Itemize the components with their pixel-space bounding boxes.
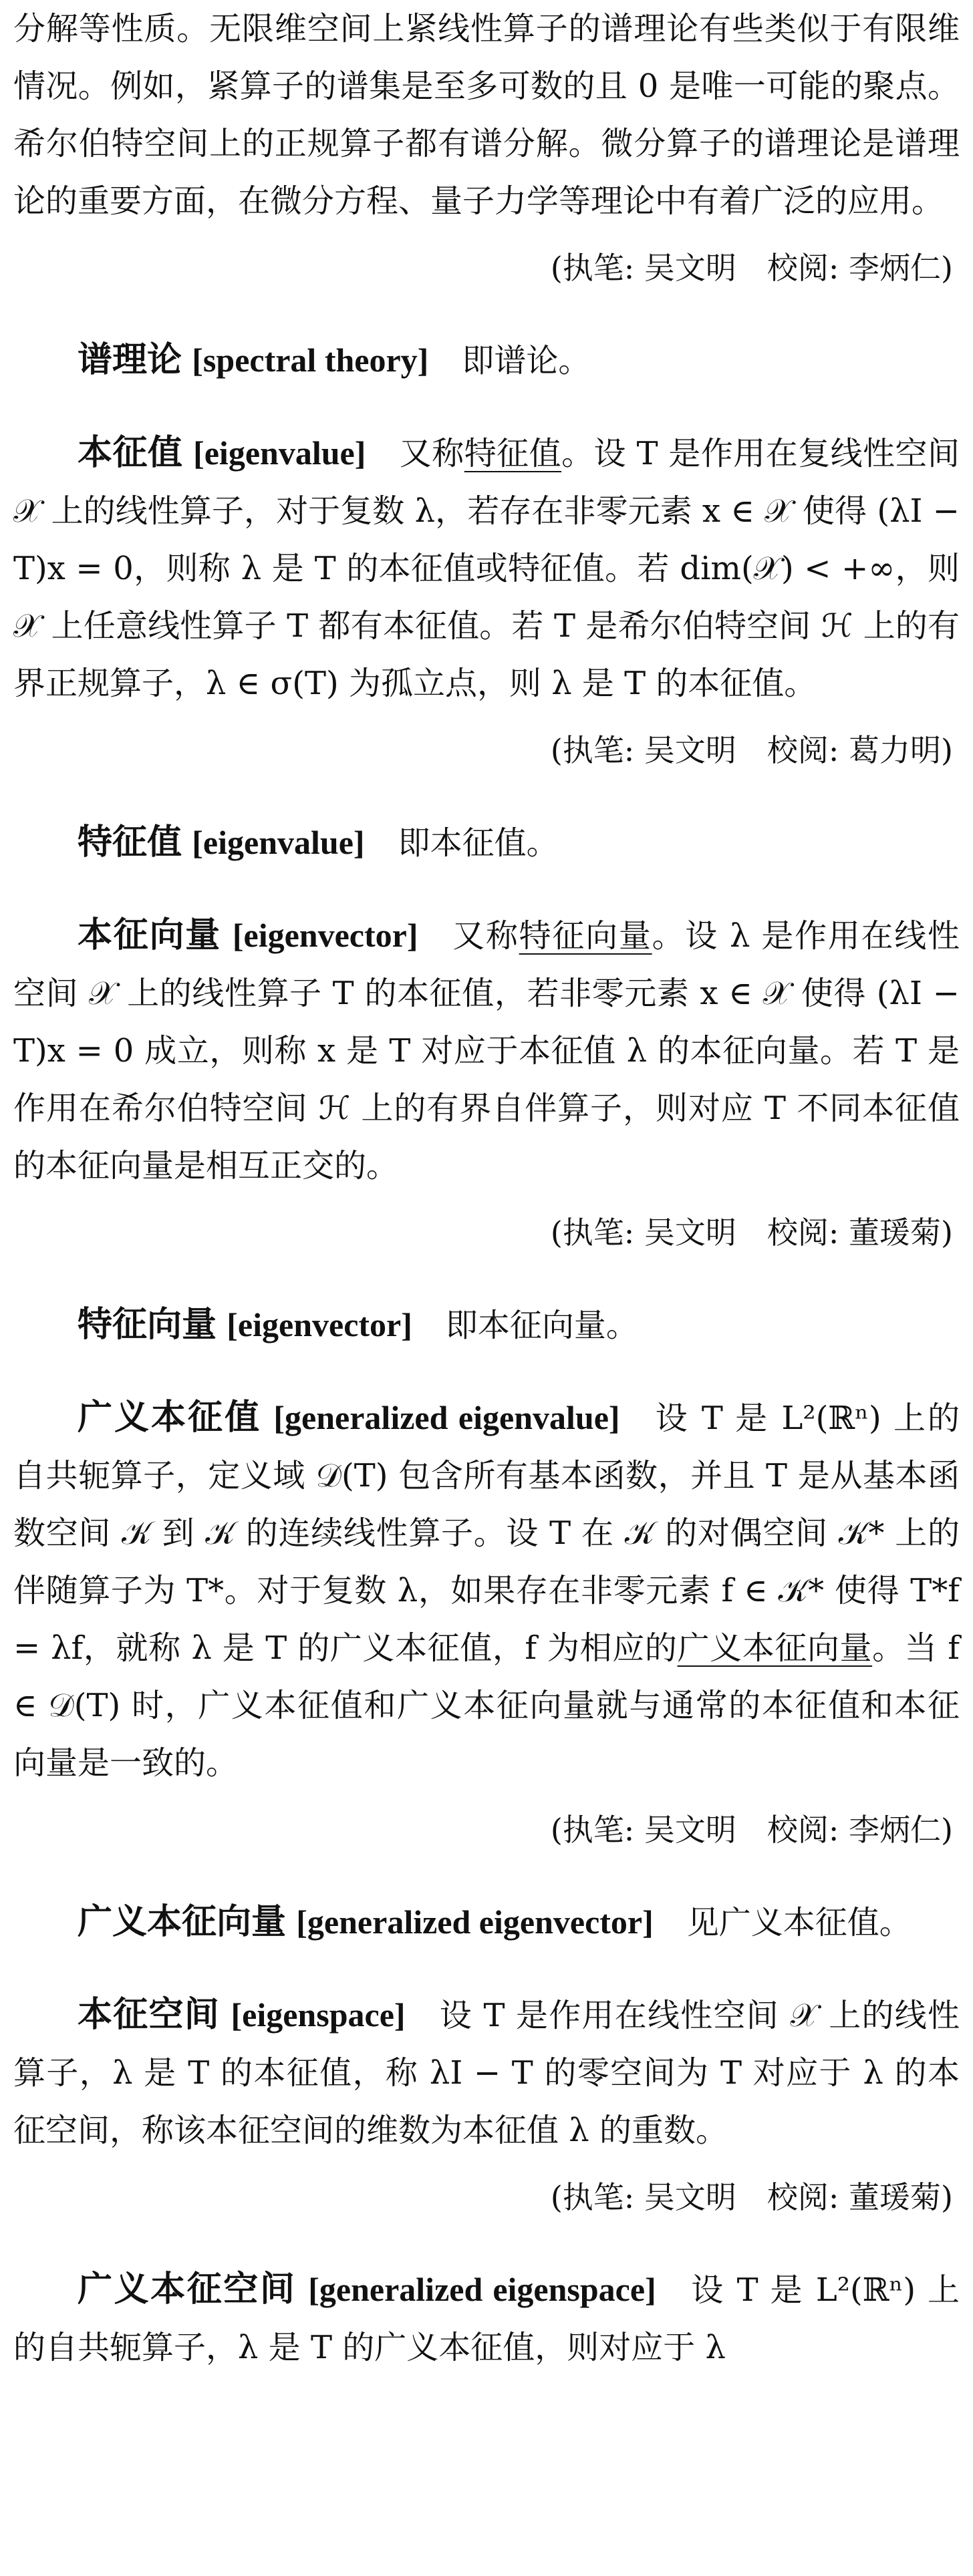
entry-body: 。设 λ 是作用在线性空间 𝒳 上的线性算子 T 的本征值，若非零元素 x ∈ 𝒳 使得 (λI − T)x = 0 成立，则称 x 是 T 对应于本征值 λ 的本征向量。若 T 是作用在希尔伯特空间 ℋ 上的有界自伴算子，则对应 T 不同本征值的本征向量是相互正交的。 bbox=[13, 917, 960, 1184]
entry-eigenspace bbox=[13, 1986, 960, 2159]
entry-body: 即谱论。 bbox=[462, 342, 591, 379]
entry-body: 即本征向量。 bbox=[445, 1307, 638, 1344]
credit-reviewer: 校阅: 董瑗菊) bbox=[767, 2179, 953, 2215]
entry-eigenvalue bbox=[13, 424, 960, 712]
entry-english: [eigenvalue] bbox=[192, 824, 365, 861]
entry-body-pre: 又称 bbox=[451, 917, 519, 955]
entry-generalized-eigenvector bbox=[13, 1893, 960, 1951]
entry-credit bbox=[13, 1801, 960, 1859]
entry-english: [generalized eigenspace] bbox=[308, 2271, 656, 2308]
entry-spectral-theory bbox=[13, 331, 960, 389]
entry-credit bbox=[13, 721, 960, 779]
entry-body: 见广义本征值。 bbox=[686, 1904, 912, 1941]
entry-term: 广义本征向量 bbox=[78, 1902, 287, 1942]
cross-reference-link[interactable]: 特征值 bbox=[464, 435, 562, 472]
cross-reference-link[interactable]: 特征向量 bbox=[519, 917, 652, 955]
cross-reference-link[interactable]: 广义本征向量 bbox=[677, 1629, 873, 1667]
entry-body: 设 T 是 L²(ℝⁿ) 上的自共轭算子，λ 是 T 的广义本征值，则对应于 λ bbox=[13, 2271, 960, 2366]
credit-reviewer: 校阅: 李炳仁) bbox=[767, 1812, 953, 1848]
credit-author: (执笔: 吴文明 bbox=[550, 732, 736, 768]
entry-term: 本征值 bbox=[78, 433, 183, 473]
entry-english: [eigenspace] bbox=[231, 1996, 406, 2034]
intro-paragraph bbox=[13, 0, 960, 230]
entry-characteristic-vector bbox=[13, 1296, 960, 1354]
entry-english: [generalized eigenvalue] bbox=[273, 1399, 620, 1436]
credit-reviewer: 校阅: 李炳仁) bbox=[767, 250, 953, 286]
credit-reviewer: 校阅: 董瑗菊) bbox=[767, 1215, 953, 1251]
credit-author: (执笔: 吴文明 bbox=[550, 1812, 736, 1848]
credit-author: (执笔: 吴文明 bbox=[550, 1215, 736, 1251]
entry-eigenvector bbox=[13, 907, 960, 1194]
entry-characteristic-value bbox=[13, 814, 960, 872]
credit-author: (执笔: 吴文明 bbox=[550, 2179, 736, 2215]
entry-term: 广义本征空间 bbox=[78, 2269, 297, 2309]
entry-english: [eigenvector] bbox=[227, 1306, 412, 1343]
entry-term: 本征空间 bbox=[78, 1995, 220, 2035]
entry-credit bbox=[13, 1204, 960, 1261]
intro-text: 分解等性质。无限维空间上紧线性算子的谱理论有些类似于有限维情况。例如，紧算子的谱集是至多可数的且 0 是唯一可能的聚点。希尔伯特空间上的正规算子都有谱分解。微分算子的谱理论是谱理论的重要方面，在微分方程、量子力学等理论中有着广泛的应用。 bbox=[13, 10, 960, 220]
entry-term: 谱理论 bbox=[78, 340, 182, 380]
credit-reviewer: 校阅: 葛力明) bbox=[767, 732, 953, 768]
entry-body: 设 T 是作用在线性空间 𝒳 上的线性算子，λ 是 T 的本征值，称 λI − T 的零空间为 T 对应于 λ 的本征空间，称该本征空间的维数为本征值 λ 的重数。 bbox=[13, 1997, 960, 2149]
entry-term: 广义本征值 bbox=[78, 1398, 262, 1438]
entry-english: [spectral theory] bbox=[192, 341, 429, 379]
entry-english: [generalized eigenvector] bbox=[296, 1903, 654, 1941]
entry-generalized-eigenvalue bbox=[13, 1389, 960, 1792]
entry-english: [eigenvalue] bbox=[193, 434, 366, 472]
entry-body: 即本征值。 bbox=[398, 824, 559, 862]
entry-term: 特征向量 bbox=[78, 1305, 217, 1345]
entry-credit bbox=[13, 2168, 960, 2226]
credit-author: (执笔: 吴文明 bbox=[550, 250, 736, 286]
intro-credit bbox=[13, 239, 960, 297]
entry-term: 本征向量 bbox=[78, 915, 221, 955]
entry-generalized-eigenspace bbox=[13, 2261, 960, 2376]
entry-body: 。设 T 是作用在复线性空间 𝒳 上的线性算子，对于复数 λ，若存在非零元素 x ∈ 𝒳 使得 (λI − T)x = 0，则称 λ 是 T 的本征值或特征值。若 dim(𝒳) < +∞，则 𝒳 上任意线性算子 T 都有本征值。若 T 是希尔伯特空间 ℋ 上的有界正规算子，λ ∈ σ(T) 为孤立点，则 λ 是 T 的本征值。 bbox=[13, 435, 960, 702]
entry-english: [eigenvector] bbox=[232, 917, 418, 954]
entry-body: 设 T 是 L²(ℝⁿ) 上的自共轭算子，定义域 𝒟(T) 包含所有基本函数，并且 T 是从基本函数空间 𝒦 到 𝒦 的连续线性算子。设 T 在 𝒦 的对偶空间 𝒦* 上的伴随算子为 T*。对于复数 λ，如果存在非零元素 f ∈ 𝒦* 使得 T*f = λf，就称 λ 是 T 的广义本征值，f 为相应的 bbox=[13, 1400, 960, 1667]
entry-body-pre: 又称 bbox=[399, 435, 464, 472]
entry-term: 特征值 bbox=[78, 822, 182, 862]
entry-body-post: 。当 f ∈ 𝒟(T) 时，广义本征值和广义本征向量就与通常的本征值和本征向量是一致的。 bbox=[13, 1629, 960, 1782]
